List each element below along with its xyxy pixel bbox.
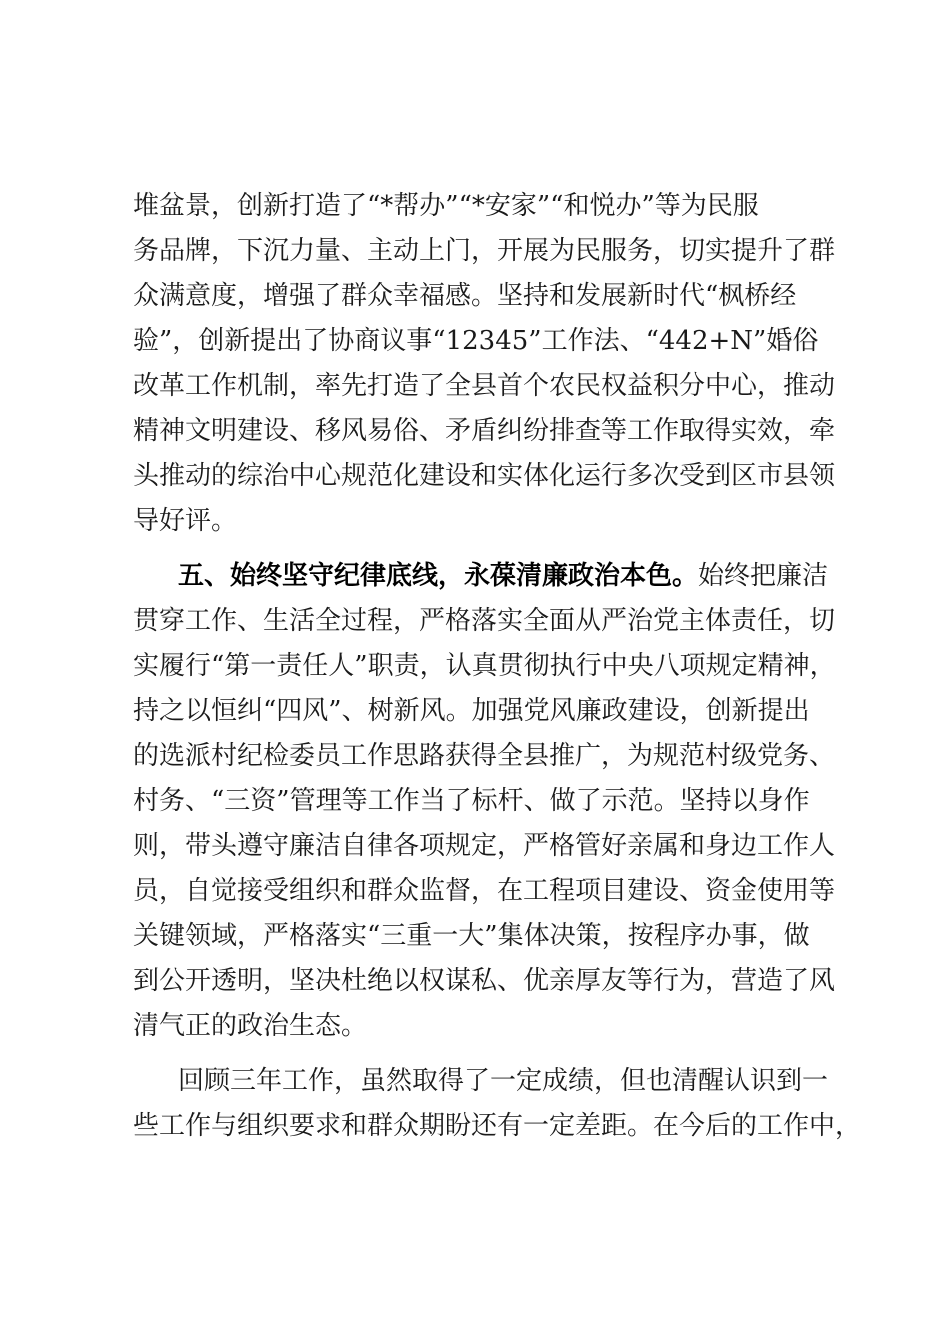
paragraph-line: 验”，创新提出了协商议事“12345”工作法、“442+N”婚俗 — [133, 326, 819, 356]
paragraph-line: 持之以恒纠“四风”、树新风。加强党风廉政建设，创新提出 — [133, 696, 810, 726]
paragraph-line: 关键领域，严格落实“三重一大”集体决策，按程序办事，做 — [133, 921, 810, 951]
paragraph-line: 员，自觉接受组织和群众监督，在工程项目建设、资金使用等 — [133, 876, 836, 906]
paragraph-line: 导好评。 — [133, 506, 238, 536]
paragraph-line: 则，带头遵守廉洁自律各项规定，严格管好亲属和身边工作人 — [133, 831, 836, 861]
paragraph-line: 村务、“三资”管理等工作当了标杆、做了示范。坚持以身作 — [133, 786, 810, 816]
paragraph-line: 到公开透明，坚决杜绝以权谋私、优亲厚友等行为，营造了风 — [133, 966, 836, 996]
paragraph-line: 些工作与组织要求和群众期盼还有一定差距。在今后的工作中， — [133, 1111, 862, 1141]
paragraph-line: 堆盆景，创新打造了“*帮办”“*安家”“和悦办”等为民服 — [133, 191, 759, 221]
paragraph-line: 实履行“第一责任人”职责，认真贯彻执行中央八项规定精神， — [133, 651, 836, 681]
paragraph-line: 改革工作机制，率先打造了全县首个农民权益积分中心，推动 — [133, 371, 836, 401]
paragraph-line: 的选派村纪检委员工作思路获得全县推广，为规范村级党务、 — [133, 741, 836, 771]
paragraph-line: 务品牌，下沉力量、主动上门，开展为民服务，切实提升了群 — [133, 236, 836, 266]
section-5-heading: 五、始终坚守纪律底线，永葆清廉政治本色。 — [178, 561, 699, 591]
paragraph-line: 精神文明建设、移风易俗、矛盾纠纷排查等工作取得实效，牵 — [133, 416, 836, 446]
section-5-first-line — [178, 553, 863, 599]
paragraph-line: 头推动的综治中心规范化建设和实体化运行多次受到区市县领 — [133, 461, 836, 491]
paragraph-line: 清气正的政治生态。 — [133, 1011, 368, 1041]
paragraph-line: 众满意度，增强了群众幸福感。坚持和发展新时代“枫桥经 — [133, 281, 797, 311]
section-5-first-line-text: 始终把廉洁 — [698, 561, 829, 591]
paragraph-line: 贯穿工作、生活全过程，严格落实全面从严治党主体责任，切 — [133, 606, 836, 636]
review-paragraph-line: 回顾三年工作，虽然取得了一定成绩，但也清醒认识到一 — [178, 1066, 829, 1096]
